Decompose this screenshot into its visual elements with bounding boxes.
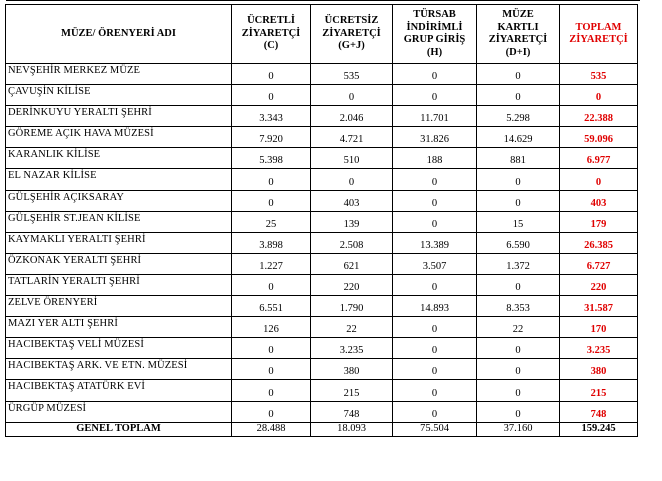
total-count: 6.977 bbox=[560, 148, 638, 169]
paid-count: 0 bbox=[232, 190, 311, 211]
paid-count: 25 bbox=[232, 211, 311, 232]
tursab-count: 11.701 bbox=[393, 106, 477, 127]
total-count: 26.385 bbox=[560, 232, 638, 253]
tursab-count: 13.389 bbox=[393, 232, 477, 253]
header-tursab-line-2: İNDİRİMLİ bbox=[406, 21, 463, 33]
tursab-count: 0 bbox=[393, 380, 477, 401]
grand-total-tursab: 75.504 bbox=[393, 422, 477, 436]
paid-count: 5.398 bbox=[232, 148, 311, 169]
header-total-line-2: ZİYARETÇİ bbox=[569, 34, 628, 45]
total-count: 31.587 bbox=[560, 296, 638, 317]
table-row bbox=[6, 232, 638, 253]
tursab-count: 0 bbox=[393, 211, 477, 232]
page-top-rule bbox=[6, 0, 640, 3]
header-tursab-line-4: (H) bbox=[426, 46, 443, 58]
site-name: GÜLŞEHİR ST.JEAN KİLİSE bbox=[6, 211, 232, 232]
header-card-line-2: KARTLI bbox=[497, 21, 539, 33]
tursab-count: 0 bbox=[393, 317, 477, 338]
paid-count: 0 bbox=[232, 85, 311, 106]
table-row bbox=[6, 359, 638, 380]
table-row bbox=[6, 338, 638, 359]
total-count: 0 bbox=[560, 85, 638, 106]
free-count: 2.046 bbox=[311, 106, 393, 127]
site-name: NEVŞEHİR MERKEZ MÜZE bbox=[6, 64, 232, 85]
table-body bbox=[6, 64, 638, 423]
paid-count: 0 bbox=[232, 359, 311, 380]
header-row bbox=[6, 5, 638, 64]
total-count: 403 bbox=[560, 190, 638, 211]
total-count: 59.096 bbox=[560, 127, 638, 148]
card-count: 0 bbox=[477, 401, 560, 422]
tursab-count: 3.507 bbox=[393, 253, 477, 274]
free-count: 380 bbox=[311, 359, 393, 380]
header-card-line-3: ZİYARETÇİ bbox=[488, 34, 548, 45]
site-name: TATLARİN YERALTI ŞEHRİ bbox=[6, 274, 232, 295]
paid-count: 0 bbox=[232, 64, 311, 85]
grand-total-free: 18.093 bbox=[311, 422, 393, 436]
free-count: 22 bbox=[311, 317, 393, 338]
table-row bbox=[6, 211, 638, 232]
total-count: 170 bbox=[560, 317, 638, 338]
card-count: 0 bbox=[477, 274, 560, 295]
card-count: 22 bbox=[477, 317, 560, 338]
paid-count: 126 bbox=[232, 317, 311, 338]
total-count: 22.388 bbox=[560, 106, 638, 127]
paid-count: 0 bbox=[232, 274, 311, 295]
card-count: 6.590 bbox=[477, 232, 560, 253]
table-row bbox=[6, 380, 638, 401]
table-row bbox=[6, 169, 638, 190]
total-count: 220 bbox=[560, 274, 638, 295]
header-paid-line-1: ÜCRETLİ bbox=[247, 15, 295, 27]
free-count: 510 bbox=[311, 148, 393, 169]
grand-total-card: 37.160 bbox=[477, 422, 560, 436]
total-count: 3.235 bbox=[560, 338, 638, 359]
card-count: 1.372 bbox=[477, 253, 560, 274]
card-count: 0 bbox=[477, 338, 560, 359]
grand-total-paid: 28.488 bbox=[232, 422, 311, 436]
header-paid bbox=[232, 5, 311, 64]
site-name: ÇAVUŞİN KİLİSE bbox=[6, 85, 232, 106]
free-count: 535 bbox=[311, 64, 393, 85]
card-count: 881 bbox=[477, 148, 560, 169]
paid-count: 7.920 bbox=[232, 127, 311, 148]
tursab-count: 0 bbox=[393, 169, 477, 190]
total-count: 6.727 bbox=[560, 253, 638, 274]
tursab-count: 0 bbox=[393, 85, 477, 106]
card-count: 0 bbox=[477, 85, 560, 106]
card-count: 15 bbox=[477, 211, 560, 232]
header-tursab-line-3: GRUP GİRİŞ bbox=[403, 34, 466, 45]
card-count: 5.298 bbox=[477, 106, 560, 127]
site-name: HACIBEKTAŞ ATATÜRK EVİ bbox=[6, 380, 232, 401]
tursab-count: 31.826 bbox=[393, 127, 477, 148]
paid-count: 3.898 bbox=[232, 232, 311, 253]
free-count: 748 bbox=[311, 401, 393, 422]
table-row bbox=[6, 317, 638, 338]
table-row bbox=[6, 296, 638, 317]
table-row bbox=[6, 85, 638, 106]
site-name: GÜLŞEHİR AÇIKSARAY bbox=[6, 190, 232, 211]
site-name: DERİNKUYU YERALTI ŞEHRİ bbox=[6, 106, 232, 127]
site-name: EL NAZAR KİLİSE bbox=[6, 169, 232, 190]
tursab-count: 0 bbox=[393, 64, 477, 85]
header-free-line-1: ÜCRETSİZ bbox=[324, 15, 379, 27]
header-name-label: MÜZE/ ÖRENYERİ ADI bbox=[61, 27, 176, 39]
site-name: ÖZKONAK YERALTI ŞEHRİ bbox=[6, 253, 232, 274]
table-row bbox=[6, 64, 638, 85]
header-total-line-1: TOPLAM bbox=[575, 21, 622, 33]
table-row bbox=[6, 274, 638, 295]
table-row bbox=[6, 190, 638, 211]
site-name: ÜRGÜP MÜZESİ bbox=[6, 401, 232, 422]
table-row bbox=[6, 253, 638, 274]
site-name: KAYMAKLI YERALTI ŞEHRİ bbox=[6, 232, 232, 253]
tursab-count: 0 bbox=[393, 274, 477, 295]
header-card-line-4: (D+I) bbox=[505, 46, 531, 58]
free-count: 3.235 bbox=[311, 338, 393, 359]
site-name: KARANLIK KİLİSE bbox=[6, 148, 232, 169]
header-tursab-line-1: TÜRSAB bbox=[413, 9, 456, 20]
table-row bbox=[6, 106, 638, 127]
total-count: 0 bbox=[560, 169, 638, 190]
free-count: 215 bbox=[311, 380, 393, 401]
header-free-line-3: (G+J) bbox=[338, 40, 365, 52]
grand-total-label: GENEL TOPLAM bbox=[6, 422, 232, 436]
paid-count: 0 bbox=[232, 401, 311, 422]
paid-count: 0 bbox=[232, 380, 311, 401]
header-paid-line-2: ZİYARETÇİ bbox=[241, 27, 301, 39]
tursab-count: 0 bbox=[393, 401, 477, 422]
tursab-count: 0 bbox=[393, 359, 477, 380]
table-row bbox=[6, 148, 638, 169]
visitor-statistics-table bbox=[5, 4, 638, 437]
card-count: 8.353 bbox=[477, 296, 560, 317]
tursab-count: 0 bbox=[393, 190, 477, 211]
total-count: 215 bbox=[560, 380, 638, 401]
grand-total-row bbox=[6, 422, 638, 436]
free-count: 139 bbox=[311, 211, 393, 232]
site-name: GÖREME AÇIK HAVA MÜZESİ bbox=[6, 127, 232, 148]
paid-count: 0 bbox=[232, 338, 311, 359]
free-count: 621 bbox=[311, 253, 393, 274]
header-tursab bbox=[393, 5, 477, 64]
total-count: 535 bbox=[560, 64, 638, 85]
card-count: 0 bbox=[477, 169, 560, 190]
total-count: 748 bbox=[560, 401, 638, 422]
card-count: 0 bbox=[477, 380, 560, 401]
header-paid-line-3: (C) bbox=[263, 40, 279, 52]
site-name: HACIBEKTAŞ ARK. VE ETN. MÜZESİ bbox=[6, 359, 232, 380]
card-count: 0 bbox=[477, 359, 560, 380]
site-name: ZELVE ÖRENYERİ bbox=[6, 296, 232, 317]
card-count: 0 bbox=[477, 64, 560, 85]
card-count: 14.629 bbox=[477, 127, 560, 148]
site-name: MAZI YER ALTI ŞEHRİ bbox=[6, 317, 232, 338]
header-card-line-1: MÜZE bbox=[502, 9, 534, 20]
total-count: 179 bbox=[560, 211, 638, 232]
paid-count: 6.551 bbox=[232, 296, 311, 317]
free-count: 1.790 bbox=[311, 296, 393, 317]
free-count: 0 bbox=[311, 169, 393, 190]
site-name: HACIBEKTAŞ VELİ MÜZESİ bbox=[6, 338, 232, 359]
tursab-count: 0 bbox=[393, 338, 477, 359]
free-count: 220 bbox=[311, 274, 393, 295]
header-total bbox=[560, 5, 638, 64]
header-name bbox=[6, 5, 232, 64]
free-count: 0 bbox=[311, 85, 393, 106]
paid-count: 1.227 bbox=[232, 253, 311, 274]
total-count: 380 bbox=[560, 359, 638, 380]
tursab-count: 188 bbox=[393, 148, 477, 169]
header-card bbox=[477, 5, 560, 64]
free-count: 4.721 bbox=[311, 127, 393, 148]
tursab-count: 14.893 bbox=[393, 296, 477, 317]
grand-total-sum: 159.245 bbox=[560, 422, 638, 436]
paid-count: 3.343 bbox=[232, 106, 311, 127]
table-row bbox=[6, 127, 638, 148]
header-free-line-2: ZİYARETÇİ bbox=[322, 27, 381, 39]
card-count: 0 bbox=[477, 190, 560, 211]
free-count: 403 bbox=[311, 190, 393, 211]
header-free bbox=[311, 5, 393, 64]
paid-count: 0 bbox=[232, 169, 311, 190]
table-row bbox=[6, 401, 638, 422]
free-count: 2.508 bbox=[311, 232, 393, 253]
